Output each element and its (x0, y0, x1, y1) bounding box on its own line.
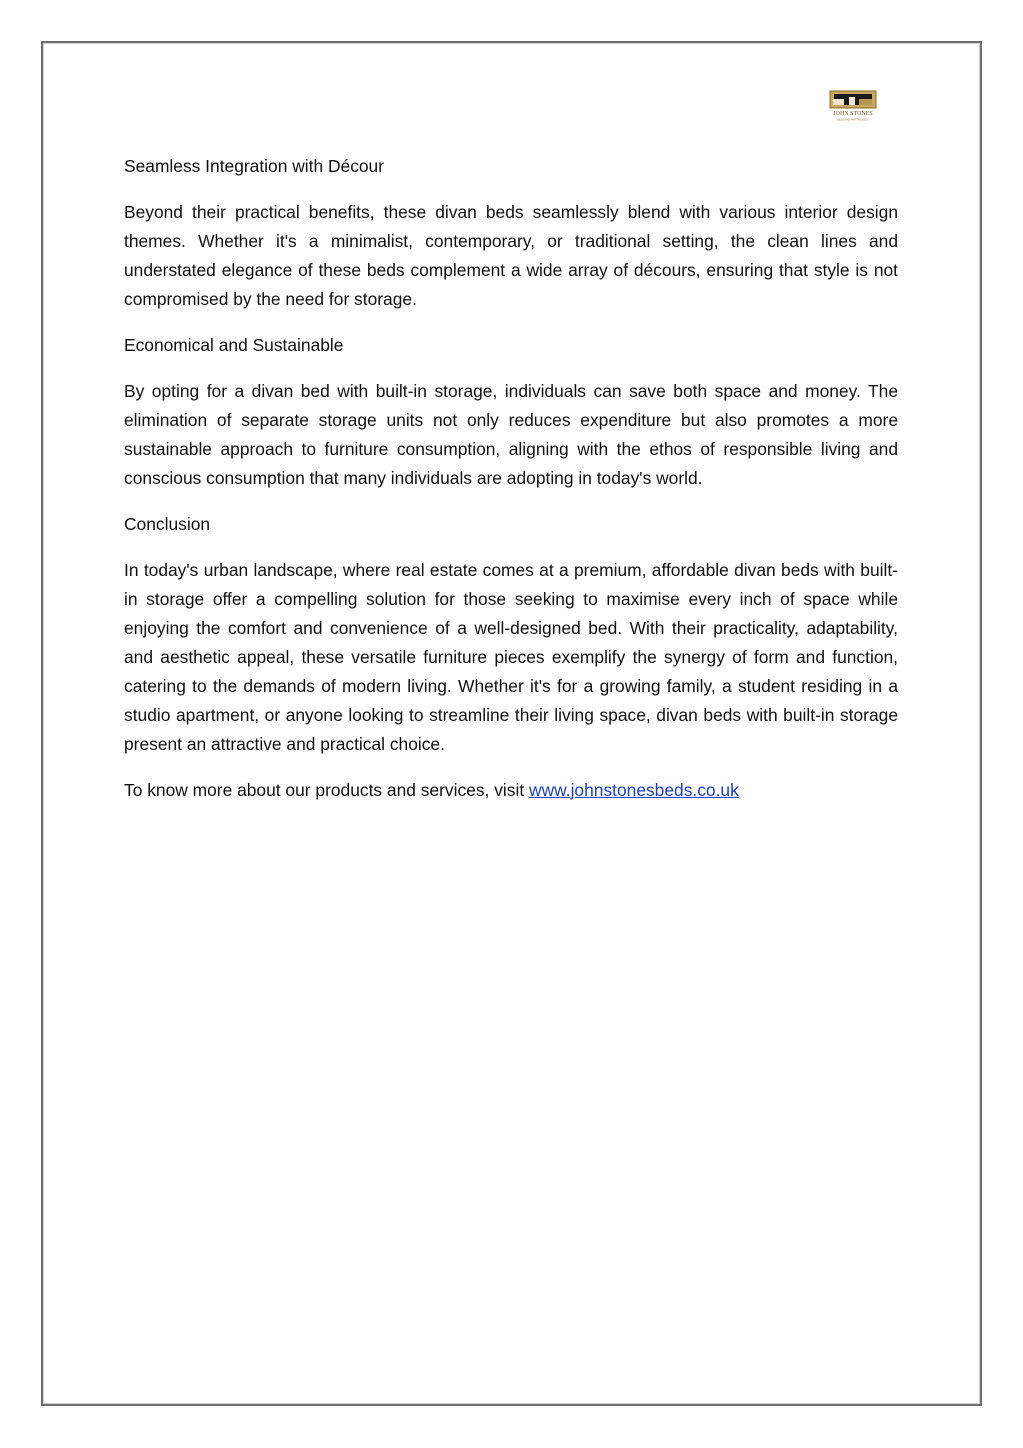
closing-line (124, 776, 898, 805)
section-paragraph: By opting for a divan bed with built-in storage, individuals can save both space and money. The elimination of separate storage units not only reduces expenditure but also promotes a more sustainable approach to furniture consumption, aligning with the ethos of responsible living and conscious consumption that many individuals are adopting in today's world. (124, 381, 898, 488)
svg-text:JOHN STONES: JOHN STONES (833, 111, 873, 117)
john-stones-bed-logo-icon (829, 90, 877, 122)
section-paragraph: In today's urban landscape, where real estate comes at a premium, affordable divan beds with built-in storage offer a compelling solution for those seeking to maximise every inch of space while enjoying the comfort and convenience of a well-designed bed. With their practicality, adaptability, and aesthetic appeal, these versatile furniture pieces exemplify the synergy of form and function, catering to the demands of modern living. Whether it's for a growing family, a student residing in a studio apartment, or anyone looking to streamline their living space, divan beds with built-in storage present an attractive and practical choice. (124, 560, 898, 754)
document-body (124, 152, 898, 822)
svg-text:BEDS AND MATTRESSES: BEDS AND MATTRESSES (837, 118, 869, 122)
section-heading: Economical and Sustainable (124, 335, 344, 355)
section-paragraph: Beyond their practical benefits, these divan beds seamlessly blend with various interior design themes. Whether it's a minimalist, contemporary, or traditional setting, the clean lines and understated elegance of these beds complement a wide array of décours, ensuring that style is not compromised by the need for storage. (124, 202, 898, 309)
section-heading: Seamless Integration with Décour (124, 156, 385, 176)
website-link[interactable]: www.johnstonesbeds.co.uk (529, 780, 739, 800)
closing-text: To know more about our products and services, visit (124, 780, 530, 800)
section-heading: Conclusion (124, 514, 211, 534)
company-logo (829, 90, 877, 122)
